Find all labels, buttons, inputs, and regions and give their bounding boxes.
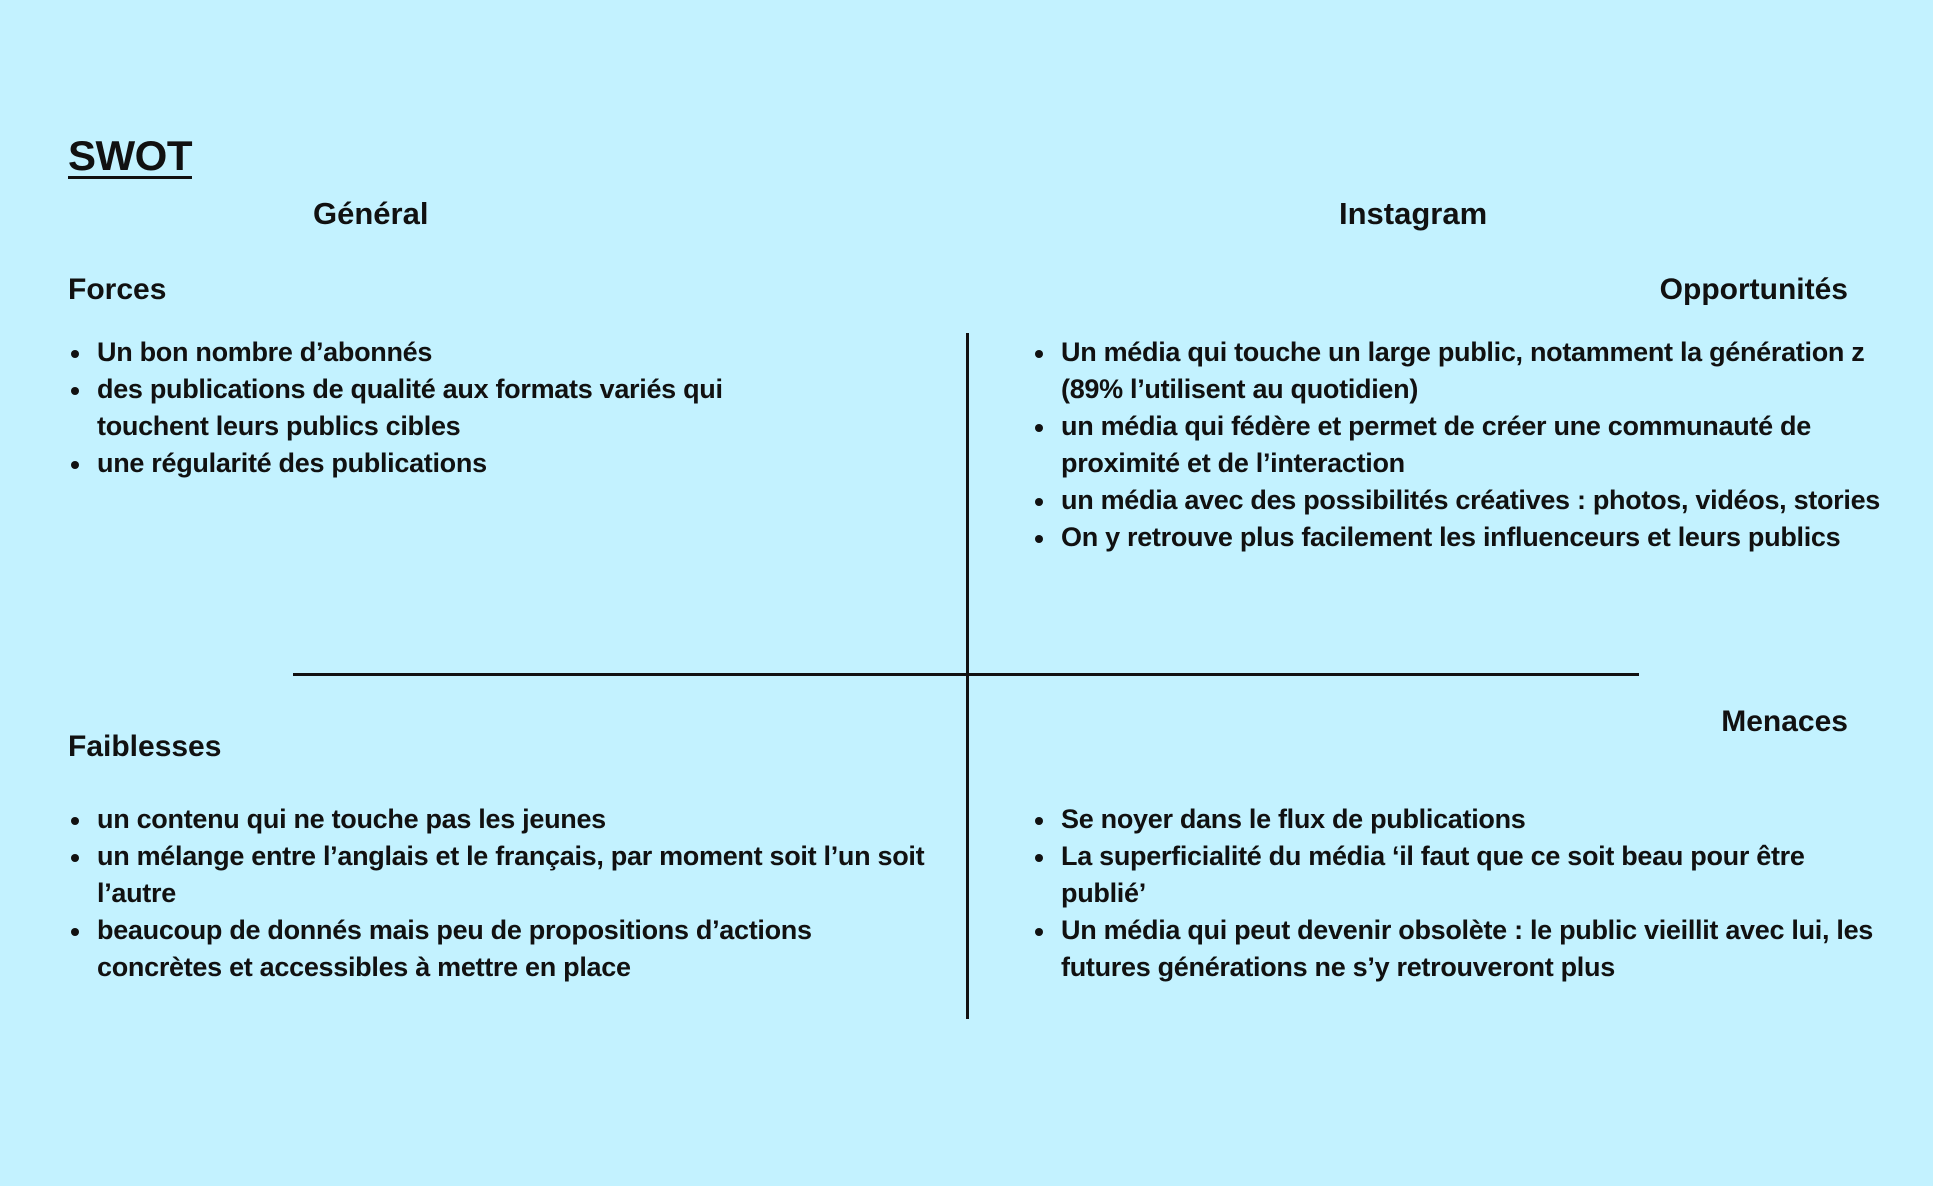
list-item: Un bon nombre d’abonnés (68, 334, 928, 371)
quadrant-heading-opportunites: Opportunités (1659, 273, 1848, 306)
list-item: Un média qui touche un large public, notamment la génération z (89% l’utilisent au quotidien) (1032, 334, 1892, 408)
list-item: un mélange entre l’anglais et le français, par moment soit l’un soit l’autre (68, 838, 928, 912)
faiblesses-list (68, 801, 928, 986)
page-title: SWOT (68, 132, 192, 179)
quadrant-heading-menaces: Menaces (1721, 705, 1848, 738)
list-item: Un média qui peut devenir obsolète : le public vieillit avec lui, les futures générations ne s’y retrouveront plus (1032, 912, 1892, 986)
forces-list (68, 334, 928, 482)
list-item: On y retrouve plus facilement les influenceurs et leurs publics (1032, 519, 1892, 556)
vertical-axis-line (966, 333, 969, 1019)
list-item: beaucoup de donnés mais peu de propositions d’actions concrètes et accessibles à mettre en place (68, 912, 928, 986)
list-item: Se noyer dans le flux de publications (1032, 801, 1892, 838)
quadrant-heading-forces: Forces (68, 273, 167, 306)
list-item: une régularité des publications (68, 445, 928, 482)
list-item: un contenu qui ne touche pas les jeunes (68, 801, 928, 838)
list-item: La superficialité du média ‘il faut que ce soit beau pour être publié’ (1032, 838, 1892, 912)
opportunites-list (1032, 334, 1892, 556)
quadrant-heading-faiblesses: Faiblesses (68, 730, 222, 763)
horizontal-axis-line (293, 673, 1639, 676)
list-item: un média avec des possibilités créatives : photos, vidéos, stories (1032, 482, 1892, 519)
menaces-list (1032, 801, 1892, 986)
column-heading-general: Général (313, 196, 429, 231)
list-item: un média qui fédère et permet de créer une communauté de proximité et de l’interaction (1032, 408, 1892, 482)
column-heading-instagram: Instagram (1339, 196, 1488, 231)
list-item: des publications de qualité aux formats variés qui touchent leurs publics cibles (68, 371, 737, 445)
